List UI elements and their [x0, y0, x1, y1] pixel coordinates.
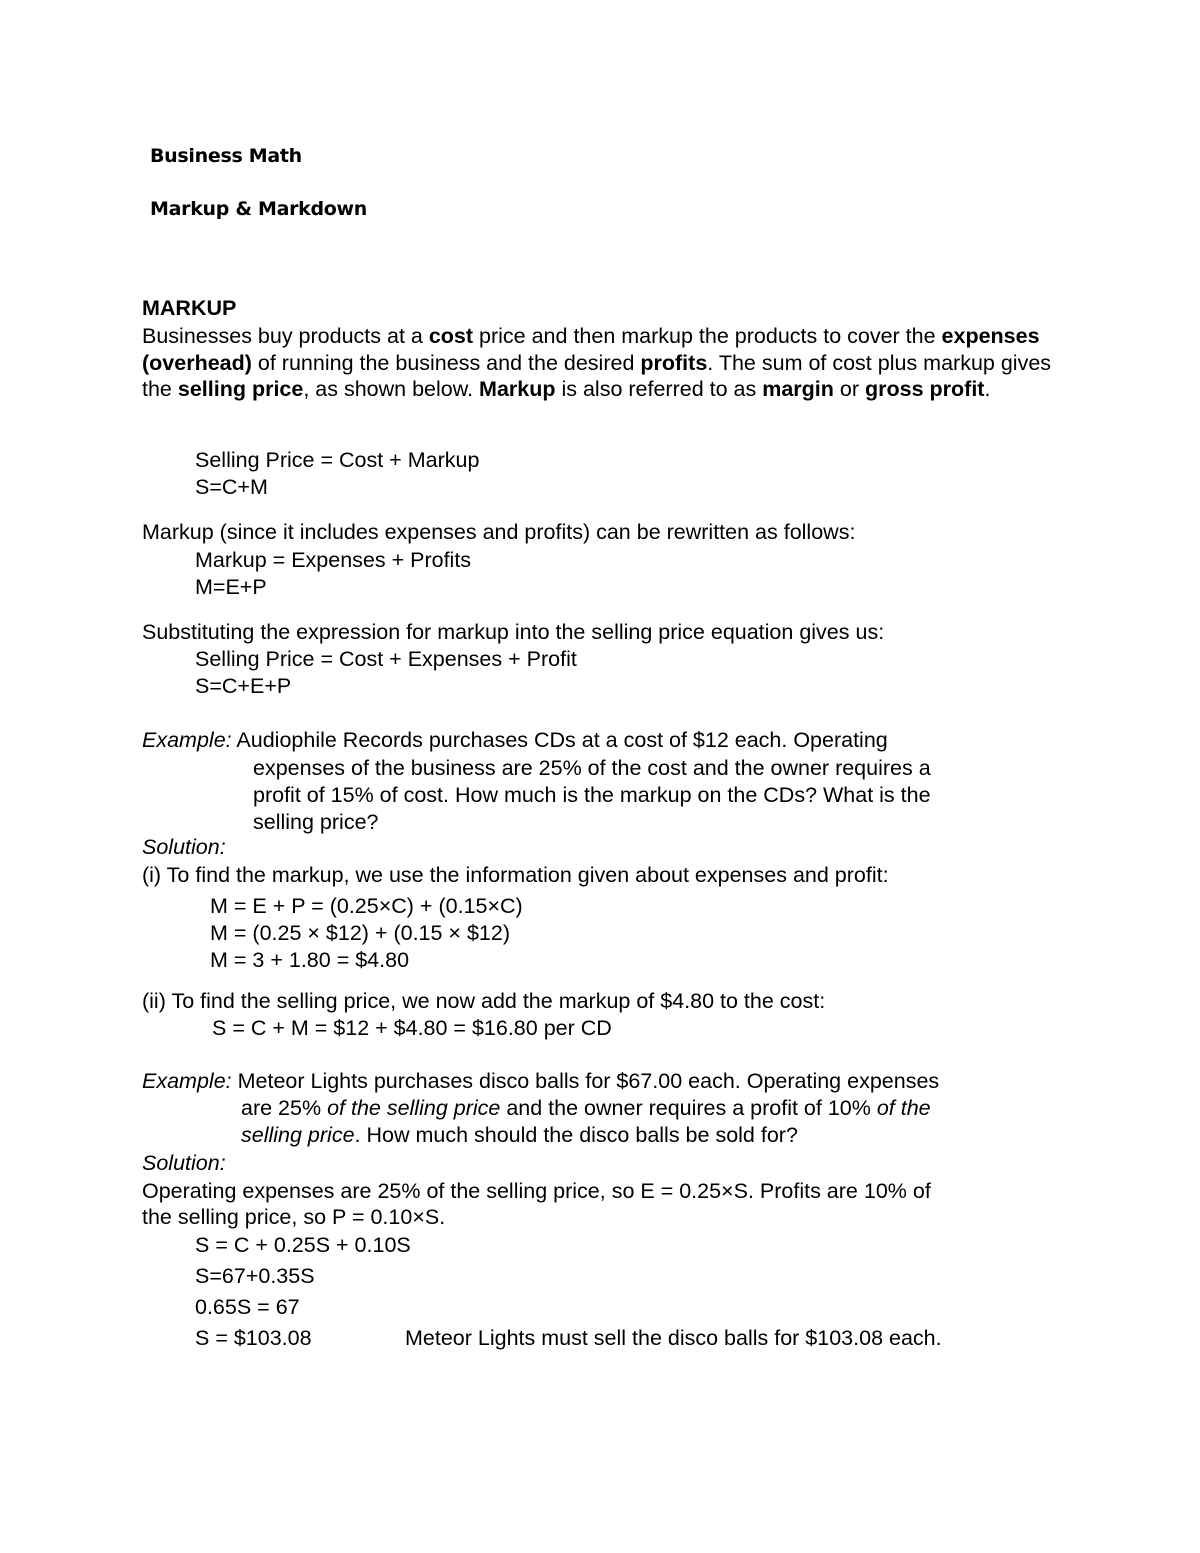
example1-step2-eq: S = C + M = $12 + $4.80 = $16.80 per CD [212, 1016, 612, 1040]
markup-rewrite-text: Markup (since it includes expenses and profits) can be rewritten as follows: [142, 520, 856, 544]
example2-line2-run: are 25% [241, 1096, 328, 1120]
example1-line1: Example: Audiophile Records purchases CDs at a cost of $12 each. Operating [142, 728, 888, 752]
markup-intro-run: Markup [479, 377, 556, 401]
example2-line1: Example: Meteor Lights purchases disco balls for $67.00 each. Operating expenses [142, 1069, 940, 1093]
markup-intro-run: , as shown below. [303, 377, 480, 401]
example2-text2: the selling price, so P = 0.10×S. [142, 1205, 446, 1229]
example1-solution-label: Solution: [142, 835, 226, 859]
example1-line2: expenses of the business are 25% of the cost and the owner requires a [253, 756, 931, 780]
example2-line2-run: and the owner requires a profit of 10% [500, 1096, 877, 1120]
example2-line3-run: . How much should the disco balls be sold for? [354, 1123, 798, 1147]
example2-line3-run: selling price [241, 1123, 355, 1147]
markup-intro-run: . The sum of cost plus markup gives the [142, 350, 1052, 401]
markup-intro-run: margin [762, 377, 834, 401]
example2-label: Example: [142, 1069, 232, 1093]
example2-line2-run: of the selling price [327, 1096, 501, 1120]
equation-markup-words: Markup = Expenses + Profits [195, 548, 472, 572]
example2-solution-label: Solution: [142, 1151, 226, 1175]
example1-step1-eq2: M = (0.25 × $12) + (0.15 × $12) [210, 921, 510, 945]
example2-line2-run: of the [876, 1096, 931, 1120]
markup-intro-run: expenses (overhead) [142, 324, 1040, 375]
document-title: Business Math [150, 145, 302, 167]
markup-intro-run: . [984, 377, 991, 401]
example1-step1-eq1: M = E + P = (0.25×C) + (0.15×C) [210, 894, 523, 918]
example2-eq1: S = C + 0.25S + 0.10S [195, 1233, 411, 1257]
equation-markup-symbols: M=E+P [195, 575, 267, 599]
markup-intro-run: cost [428, 324, 474, 348]
equation-selling-price-words: Selling Price = Cost + Markup [195, 448, 480, 472]
example2-line2 [241, 1095, 931, 1122]
markup-intro-run: is also referred to as [555, 377, 763, 401]
markup-intro-run: gross profit [865, 377, 985, 401]
example1-line3: profit of 15% of cost. How much is the markup on the CDs? What is the [253, 783, 931, 807]
example2-text1: Operating expenses are 25% of the selling price, so E = 0.25×S. Profits are 10% of [142, 1179, 931, 1203]
section-heading-markup: MARKUP [142, 296, 237, 320]
example1-step2-text: (ii) To find the selling price, we now add the markup of $4.80 to the cost: [142, 989, 826, 1013]
markup-intro-run: profits [640, 350, 708, 375]
markup-intro-run: Businesses buy products at a [142, 324, 429, 348]
example2-eq2: S=67+0.35S [195, 1264, 315, 1288]
markup-intro-run: of running the business and the desired [251, 350, 641, 375]
document-subtitle: Markup & Markdown [150, 198, 368, 220]
example2-eq3: 0.65S = 67 [195, 1295, 300, 1319]
example1-label: Example: [142, 728, 232, 752]
equation-full-symbols: S=C+E+P [195, 674, 292, 698]
example2-eq4: S = $103.08 [195, 1326, 312, 1350]
example1-line4: selling price? [253, 810, 379, 834]
example1-step1-eq3: M = 3 + 1.80 = $4.80 [210, 948, 410, 972]
markup-intro-run: price and then markup the products to cover the [473, 324, 942, 348]
example1-step1-text: (i) To find the markup, we use the information given about expenses and profit: [142, 863, 889, 887]
markup-intro-run: or [833, 377, 865, 401]
example2-conclusion: Meteor Lights must sell the disco balls for $103.08 each. [405, 1326, 942, 1350]
markup-intro-paragraph [142, 323, 1070, 403]
example2-line3 [241, 1122, 798, 1149]
substitute-text: Substituting the expression for markup into the selling price equation gives us: [142, 620, 885, 644]
markup-intro-run: selling price [177, 377, 304, 401]
equation-selling-price-symbols: S=C+M [195, 475, 268, 499]
equation-full-words: Selling Price = Cost + Expenses + Profit [195, 647, 577, 671]
